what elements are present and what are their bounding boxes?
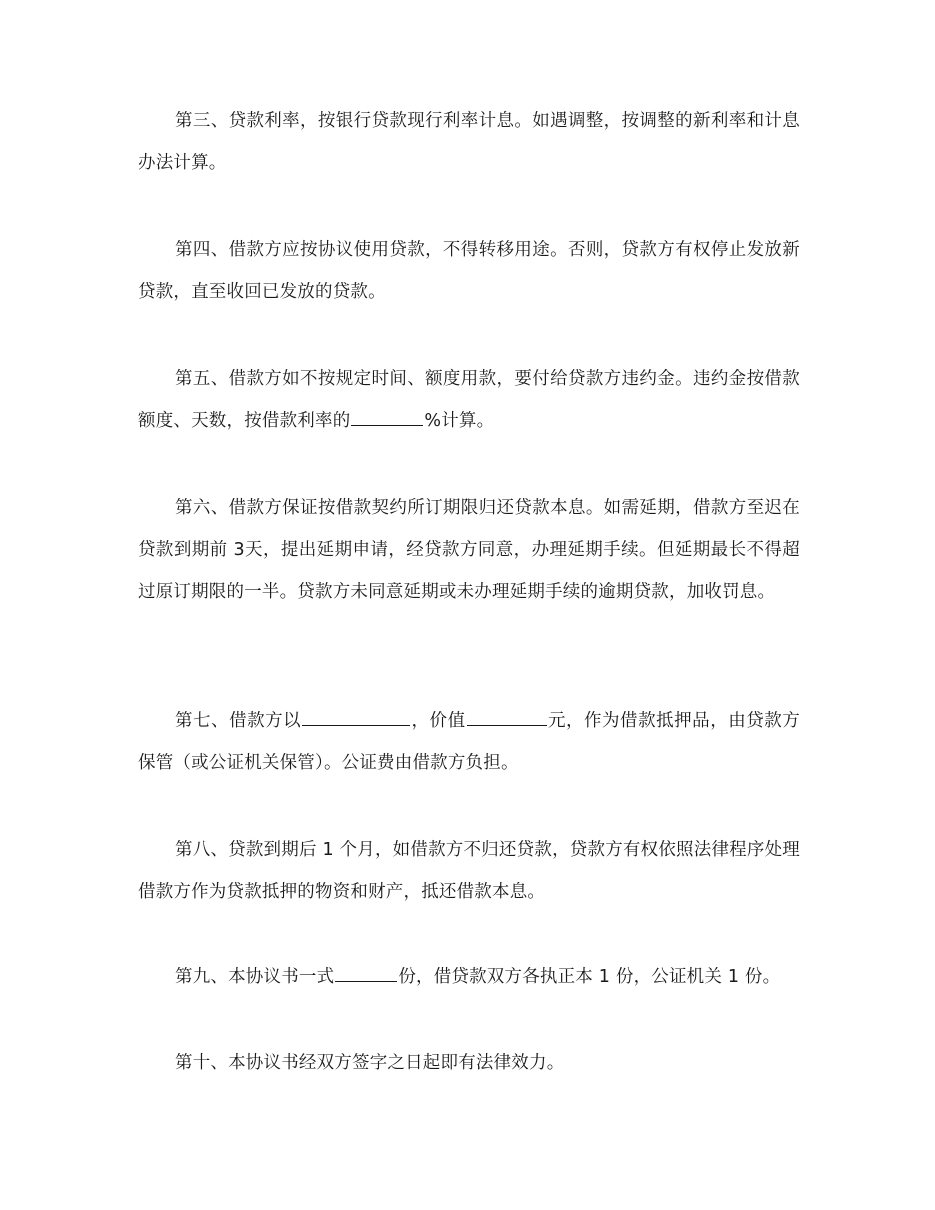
copies-blank-line[interactable] <box>335 963 397 982</box>
clause-4-text: 第四、借款方应按协议使用贷款，不得转移用途。否则，贷款方有权停止发放新贷款，直至收回已发放的贷款。 <box>138 240 800 302</box>
clause-8 <box>138 829 800 913</box>
clause-8-text: 第八、贷款到期后 1 个月，如借款方不归还贷款，贷款方有权依照法律程序处理借款方作为贷款抵押的物资和财产，抵还借款本息。 <box>138 840 800 902</box>
clause-3 <box>138 100 800 184</box>
clause-9-text-part2: 份，借贷款双方各执正本 1 份，公证机关 1 份。 <box>398 967 781 987</box>
clause-7 <box>138 700 800 784</box>
percentage-blank-line[interactable] <box>351 407 423 426</box>
clause-7-text-part3: 元，作为借款抵押品，由贷款方保管（或公证机关保管）。公证费由借款方负担。 <box>138 711 801 773</box>
clause-6-text: 第六、借款方保证按借款契约所订期限归还贷款本息。如需延期，借款方至迟在贷款到期前 3天，提出延期申请，经贷款方同意，办理延期手续。但延期最长不得超过原订期限的一半。贷款方未同意延期或未办理延期手续的逾期贷款，加收罚息。 <box>138 498 800 602</box>
value-blank-line[interactable] <box>467 707 547 726</box>
clause-4 <box>138 229 800 313</box>
clause-5-text-part1: 第五、借款方如不按规定时间、额度用款，要付给贷款方违约金。违约金按借款额度、天数，按借款利率的 <box>138 369 800 431</box>
clause-6 <box>138 487 800 613</box>
clause-9 <box>138 956 800 998</box>
clause-10 <box>138 1042 800 1084</box>
clause-5-text-part2: %计算。 <box>424 411 495 431</box>
clause-3-text: 第三、贷款利率，按银行贷款现行利率计息。如遇调整，按调整的新利率和计息办法计算。 <box>138 111 800 173</box>
clause-9-text-part1: 第九、本协议书一式 <box>175 967 335 987</box>
clause-7-text-part2: ，价值 <box>411 711 466 731</box>
clause-5 <box>138 358 800 442</box>
clause-7-text-part1: 第七、借款方以 <box>175 711 302 731</box>
collateral-blank-line[interactable] <box>302 707 410 726</box>
clause-10-text: 第十、本协议书经双方签字之日起即有法律效力。 <box>175 1053 565 1073</box>
